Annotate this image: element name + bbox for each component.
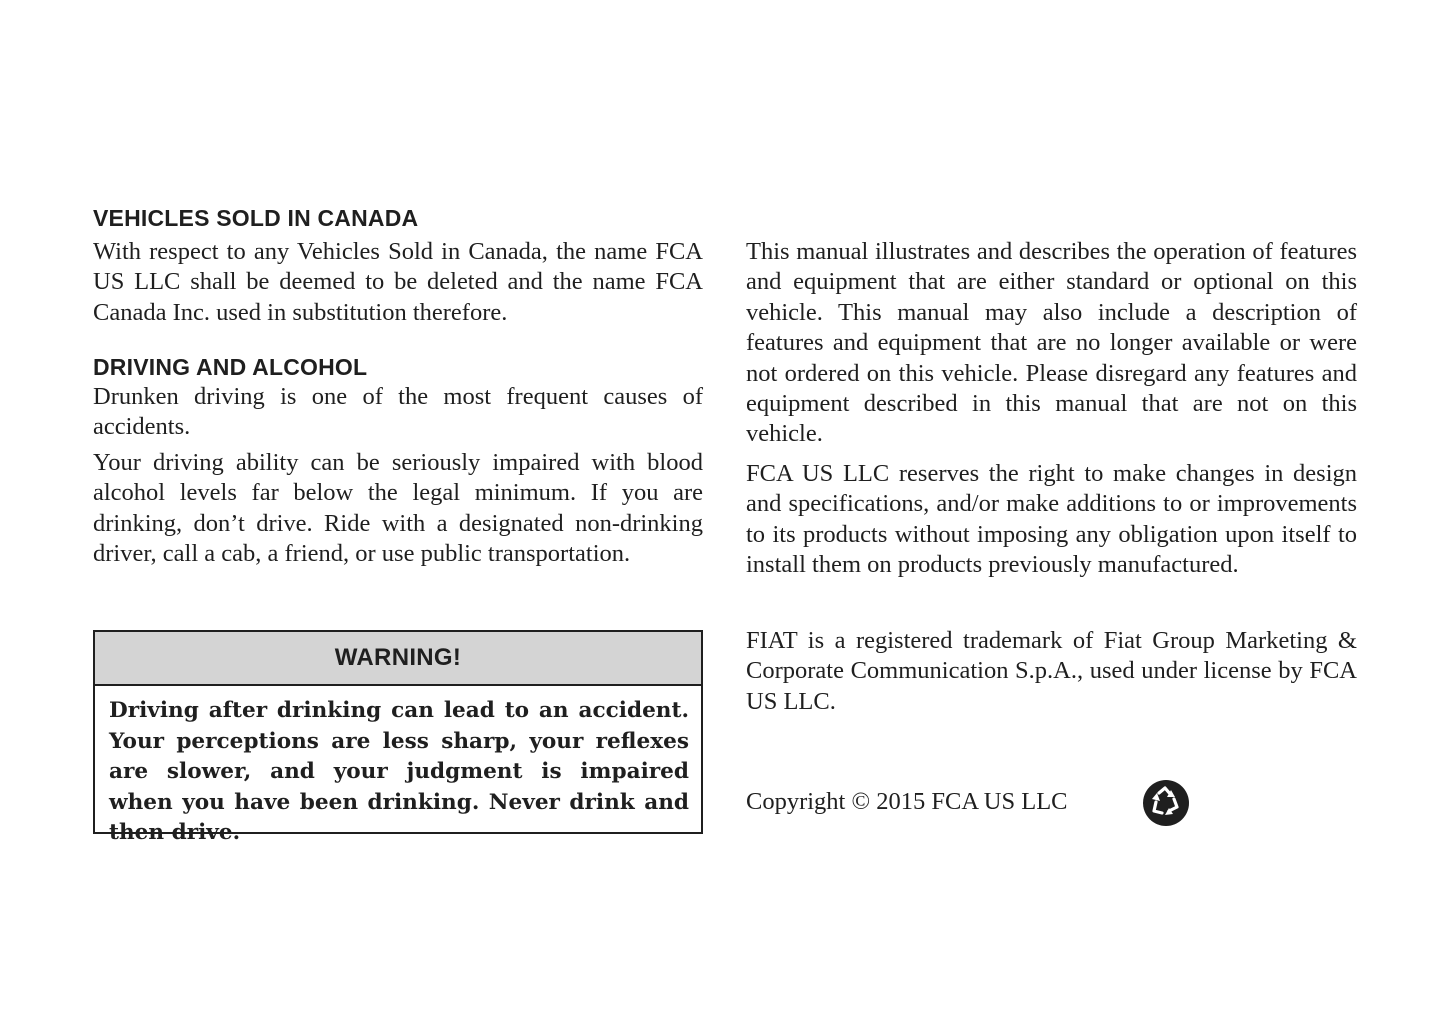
warning-box bbox=[93, 630, 703, 845]
heading-driving-and-alcohol: DRIVING AND ALCOHOL bbox=[93, 354, 368, 380]
paragraph-canada: With respect to any Vehicles Sold in Canada, the name FCA US LLC shall be deemed to be deleted and the name FCA Canada Inc. used in substitution therefore. bbox=[93, 238, 703, 326]
heading-vehicles-sold-in-canada: VEHICLES SOLD IN CANADA bbox=[93, 205, 419, 231]
paragraph-alcohol-1: Drunken driving is one of the most frequent causes of accidents. bbox=[93, 383, 703, 441]
paragraph-reserves-right: FCA US LLC reserves the right to make changes in design and specifications, and/or make additions to or improvements to its products without imposing any obligation upon itself to install them on products previously manufactured. bbox=[746, 460, 1357, 579]
recycle-icon bbox=[1142, 779, 1190, 827]
warning-text: Driving after drinking can lead to an accident. Your perceptions are less sharp, your reflexes are slower, and your judgment is impaired when you have been drinking. Never drink and then drive. bbox=[109, 698, 689, 845]
copyright-notice: Copyright © 2015 FCA US LLC bbox=[746, 788, 1068, 815]
warning-title: WARNING! bbox=[95, 632, 701, 686]
paragraph-trademark: FIAT is a registered trademark of Fiat Group Marketing & Corporate Communication S.p.A., used under license by FCA US LLC. bbox=[746, 627, 1357, 715]
paragraph-alcohol-2: Your driving ability can be seriously impaired with blood alcohol levels far below the legal minimum. If you are drinking, don’t drive. Ride with a designated non-drinking driver, call a cab, a friend, or use public transportation. bbox=[93, 449, 703, 568]
paragraph-manual-description: This manual illustrates and describes the operation of features and equipment that are either standard or optional on this vehicle. This manual may also include a description of features and equipment that are no longer available or were not ordered on this vehicle. Please disregard any features and equipment described in this manual that are not on this vehicle. bbox=[746, 238, 1357, 448]
